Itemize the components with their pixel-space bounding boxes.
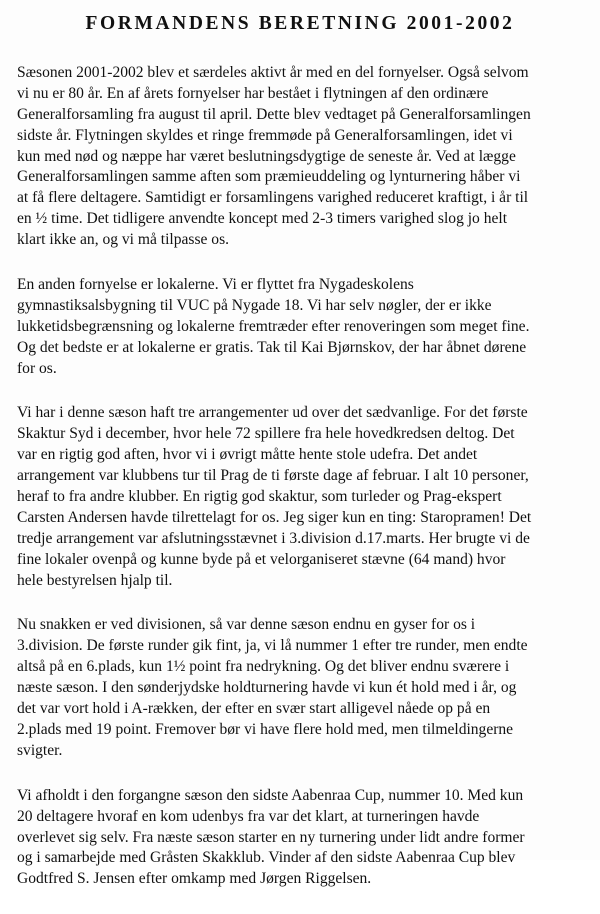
text-line: det var vort hold i A-rækken, der efter en svær start alligevel nåede op på en bbox=[17, 700, 491, 718]
document-body bbox=[17, 63, 592, 914]
text-line: svigter. bbox=[17, 741, 63, 759]
text-line: Carsten Andersen havde tilrettelagt for os. Jeg siger kun en ting: Staropramen! Det bbox=[17, 508, 532, 526]
text-line: fine lokaler ovenpå og kunne byde på et velorganiseret stævne (64 mand) hvor bbox=[17, 550, 506, 568]
text-line: næste sæson. I den sønderjydske holdturnering havde vi kun ét hold med i år, og bbox=[17, 679, 517, 697]
text-line: arrangement var klubbens tur til Prag de ti første dage af februar. I alt 10 personer, bbox=[17, 467, 529, 485]
text-line: Skaktur Syd i december, hvor hele 72 spillere fra hele hovedkredsen deltog. Det bbox=[17, 425, 515, 443]
text-line: sidste år. Flytningen skyldes et ringe fremmøde på Generalforsamlingen, idet vi bbox=[17, 126, 513, 144]
text-line: Sæsonen 2001-2002 blev et særdeles aktivt år med en del fornyelser. Også selvom bbox=[17, 64, 529, 81]
paragraph-4 bbox=[17, 615, 592, 761]
text-line: Godtfred S. Jensen efter omkamp med Jørgen Riggelsen. bbox=[17, 870, 372, 888]
text-line: altså på en 6.plads, kun 1½ point fra nedrykning. Og det bliver endnu sværere i bbox=[17, 658, 510, 676]
text-line: tredje arrangement var afslutningsstævnet i 3.division d.17.marts. Her brugte vi de bbox=[17, 529, 530, 547]
text-line: Vi har i denne sæson haft tre arrangementer ud over det sædvanlige. For det første bbox=[17, 404, 528, 422]
text-line: klart ikke an, og vi må tilpasse os. bbox=[17, 231, 230, 249]
text-line: 20 deltagere hvoraf en kom udenbys fra var det klart, at turneringen havde bbox=[17, 807, 480, 825]
text-line: Vi afholdt i den forgangne sæson den sidste Aabenraa Cup, nummer 10. Med kun bbox=[17, 786, 524, 804]
paragraph-1 bbox=[17, 63, 592, 251]
text-line: lukketidsbegrænsning og lokalerne fremtræder efter renoveringen som meget fine. bbox=[17, 317, 530, 335]
text-line: Og det bedste er at lokalerne er gratis. Tak til Kai Bjørnskov, der har åbnet dørene bbox=[17, 338, 527, 356]
paragraph-5 bbox=[17, 786, 592, 890]
text-line: En anden fornyelse er lokalerne. Vi er flyttet fra Nygadeskolens bbox=[17, 276, 414, 294]
text-line: heraf to fra andre klubber. En rigtig god skaktur, som turleder og Prag-ekspert bbox=[17, 488, 502, 506]
document-title: FORMANDENS BERETNING 2001-2002 bbox=[85, 13, 515, 34]
text-line: 2.plads med 19 point. Fremover bør vi have flere hold med, men tilmeldingerne bbox=[17, 720, 514, 738]
text-line: Generalforsamlingen samme aften som præmieuddeling og lynturnering håber vi bbox=[17, 168, 521, 186]
text-line: for os. bbox=[17, 359, 57, 377]
paragraph-2 bbox=[17, 275, 592, 379]
text-line: at få flere deltagere. Samtidigt er forsamlingens varighed reduceret kraftigt, i år til bbox=[17, 189, 529, 207]
text-line: og i samarbejde med Gråsten Skakklub. Vinder af den sidste Aabenraa Cup blev bbox=[17, 849, 516, 867]
text-line: Generalforsamling fra august til april. Dette blev vedtaget på Generalforsamlingen bbox=[17, 105, 531, 123]
text-line: hele bestyrelsen hjalp til. bbox=[17, 571, 173, 589]
text-line: en ½ time. Det tidligere anvendte koncept med 2-3 timers varighed slog jo helt bbox=[17, 210, 508, 228]
text-line: Nu snakken er ved divisionen, så var denne sæson endnu en gyser for os i bbox=[17, 616, 476, 634]
text-line: gymnastiksalsbygning til VUC på Nygade 18. Vi har selv nøgler, der er ikke bbox=[17, 296, 492, 314]
text-line: overlevet sig selv. Fra næste sæson starter en ny turnering under lidt andre former bbox=[17, 828, 525, 846]
text-line: vi nu er 80 år. En af årets fornyelser har bestået i flytningen af den ordinære bbox=[17, 84, 489, 102]
text-line: 3.division. De første runder gik fint, ja, vi lå nummer 1 efter tre runder, men endte bbox=[17, 637, 528, 655]
text-line: kun med nød og næppe har været beslutningsdygtige de seneste år. Ved at lægge bbox=[17, 147, 516, 165]
paragraph-3 bbox=[17, 403, 592, 591]
text-line: var en rigtig god aften, hvor vi i øvrigt måtte hente stole udefra. Det andet bbox=[17, 446, 478, 464]
